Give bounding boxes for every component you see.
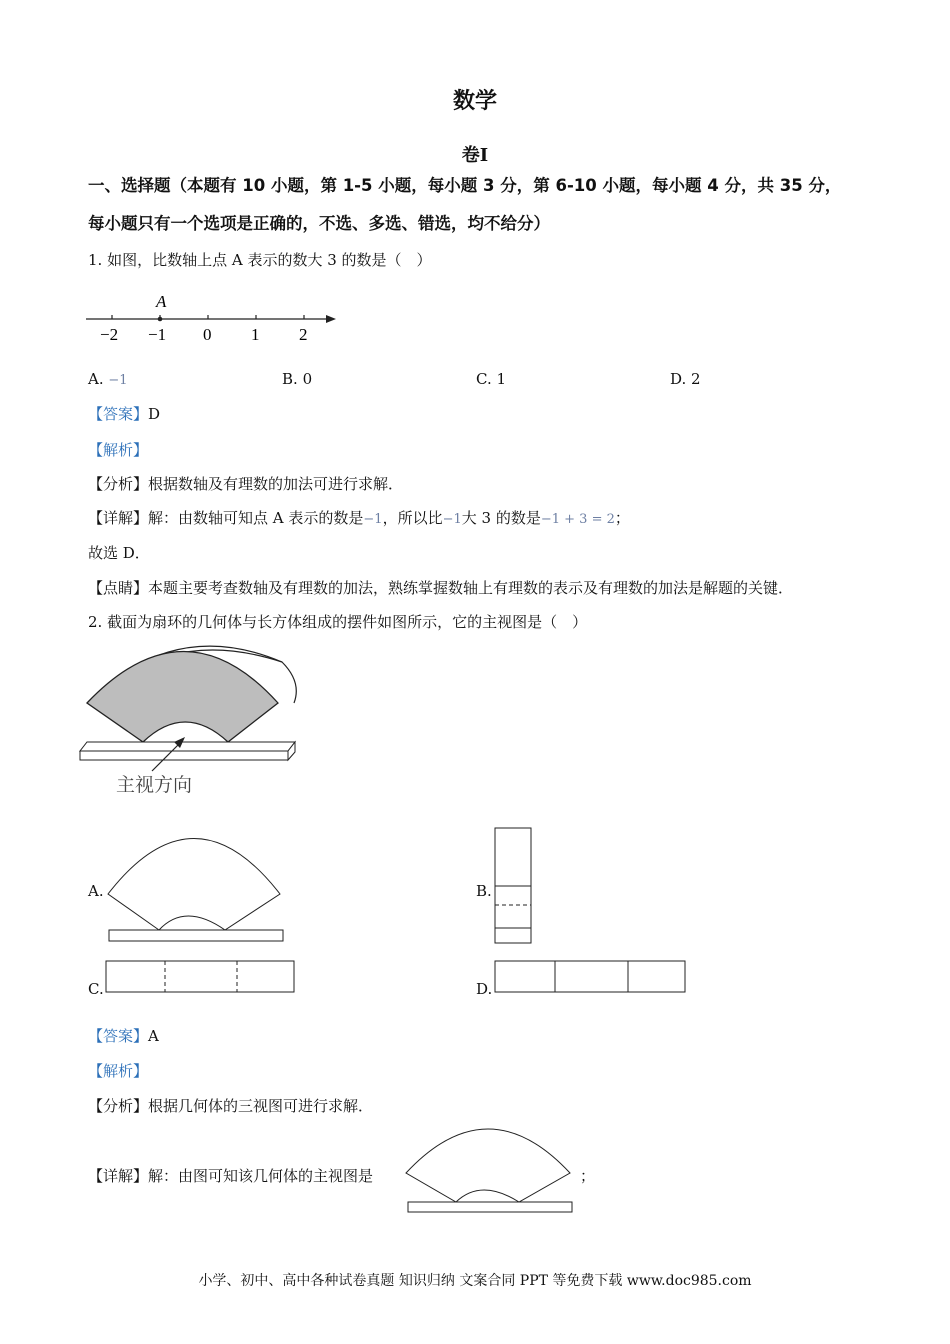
page-title: 数学 [452,89,497,114]
section-heading-line2: 每小题只有一个选项是正确的，不选、多选、错选，均不给分） [88,214,550,233]
q2-detail-figure [404,1125,582,1217]
q2-stem: 2. 截面为扇环的几何体与长方体组成的摆件如图所示，它的主视图是（ ） [88,613,588,631]
box-top [80,742,295,751]
paper-subtitle: 卷Ⅰ [461,145,489,166]
q1-comment: 【点睛】本题主要考查数轴及有理数的加法，熟练掌握数轴上有理数的表示及有理数的加法是解题的关键． [88,579,794,597]
view-direction-label: 主视方向 [116,774,193,796]
tick-label: 2 [299,325,308,344]
q1-option-d[interactable]: D. 2 [670,370,701,388]
q1-option-b[interactable]: B. 0 [282,370,313,388]
q2-detail: 【详解】解：由图可知该几何体的主视图是 [88,1167,374,1185]
q1-answer: 【答案】D [88,405,161,423]
tick-label: 0 [203,325,212,344]
q2-option-b-label[interactable]: B. [476,882,492,900]
arrow-icon [326,315,336,323]
tick-label: −1 [148,325,167,344]
box-front [80,751,288,760]
q2-option-a-figure[interactable] [106,823,286,943]
ornament-3d-figure [84,640,304,800]
number-line-figure [86,290,346,346]
q2-option-d-figure[interactable] [494,960,688,994]
q1-stem: 1. 如图，比数轴上点 A 表示的数大 3 的数是（ ） [88,251,432,269]
q1-fenxi: 【分析】根据数轴及有理数的加法可进行求解． [88,475,404,493]
tick-label: 1 [251,325,260,344]
q2-detail-end: ； [580,1167,596,1185]
q2-option-b-figure[interactable] [494,827,534,945]
q2-option-a-label[interactable]: A. [88,882,104,900]
q1-option-c[interactable]: C. 1 [476,370,507,388]
sector-face [87,652,278,743]
q2-analysis-tag: 【解析】 [88,1062,149,1080]
q2-option-c-label[interactable]: C. [88,980,104,998]
q2-answer: 【答案】A [88,1027,159,1045]
q1-conclusion: 故选 D． [88,544,150,562]
tick-label: −2 [100,325,119,344]
section-heading-line1: 一、选择题（本题有 10 小题，第 1-5 小题，每小题 3 分，第 6-10 小题，每小题 4 分，共 35 分， [88,176,842,195]
q2-option-d-label[interactable]: D. [476,980,493,998]
point-a-dot [158,317,163,322]
page-footer: 小学、初中、高中各种试卷真题 知识归纳 文案合同 PPT 等免费下载 www.doc985.com [198,1273,752,1289]
q1-detail: 【详解】解：由数轴可知点 A 表示的数是−1，所以比−1大 3 的数是−1 + 3 = 2； [88,509,630,527]
q1-option-a[interactable]: A. −1 [88,370,128,388]
q2-option-c-figure[interactable] [105,960,297,994]
q1-analysis-tag: 【解析】 [88,441,149,459]
point-a-label: A [156,292,167,311]
q2-fenxi: 【分析】根据几何体的三视图可进行求解． [88,1097,374,1115]
